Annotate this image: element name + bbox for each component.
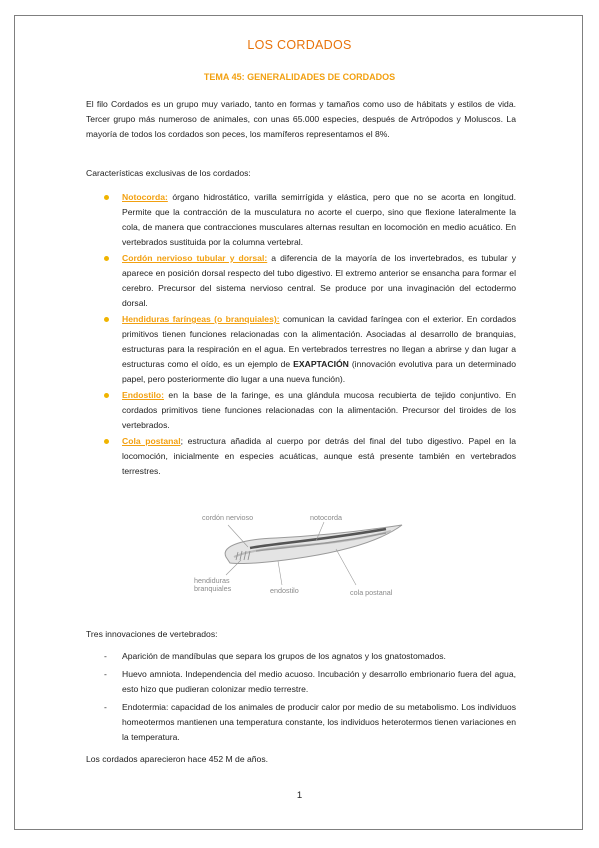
term-label: Notocorda: [122,192,168,202]
page-subtitle: TEMA 45: GENERALIDADES DE CORDADOS [203,72,396,82]
item-text: Endotermia: capacidad de los animales de producir calor por medio de su metabolismo. Los individuos homeotermos mantienen una temperatura constante, los individuos heterotermos tienen variaciones en la temperatura. [122,702,516,742]
term-label: Endostilo: [122,390,165,400]
item-text: a diferencia de la mayoría de los invertebrados, es tubular y aparece en posición dorsal respecto del tubo digestivo. El extremo anterior se ensancha para formar el cerebro. Precursor del sistema nervioso central. Se produce por una invaginación del ectodermo dorsal. [122,253,516,308]
list-item [86,312,516,387]
list-item [86,700,516,745]
item-text: comunican la cavidad faríngea con el exterior. En cordados primitivos tienen funciones relacionadas con la alimentación. Asociadas al desarrollo de branquias, estructuras para la respiración en el agua. En vertebrados terrestres no llegan a abrirse y dan lugar a estructuras como el oído, es un ejemplo de [122,314,517,369]
page-title: LOS CORDADOS [247,38,352,52]
bullet-icon [104,195,109,200]
innovations-list [86,649,516,748]
dash-marker: - [104,702,107,712]
item-text: ; estructura añadida al cuerpo por detrás del final del tubo digestivo. Papel en la locomoción, inicialmente en especies acuáticas, aunque está presente también en vertebrados terrestres. [122,436,516,476]
item-text: en la base de la faringe, es una glándula mucosa recubierta de tejido conjuntivo. En cordados primitivos tiene funciones relacionadas con la alimentación. Precursor del tiroides de los vertebrados. [122,390,516,430]
term-label: Cola postanal [122,436,181,446]
characteristics-heading: Características exclusivas de los cordados: [86,168,251,178]
dash-marker: - [104,669,107,679]
list-item [86,667,516,697]
item-text: órgano hidrostático, varilla semirrígida y elástica, pero que no se acorta en longitud. Permite que la contracción de la musculatura no acorte el cuerpo, sino que flexione lateralmente la cola, de manera que contracciones musculares alternas resultan en locomoción en medio acuático. En vertebrados sustituida por la columna vertebral. [122,192,516,247]
bullet-icon [104,317,109,322]
figure-label-nerve-cord: cordón nervioso [202,513,254,522]
page-number: 1 [296,790,303,801]
intro-paragraph: El filo Cordados es un grupo muy variado, tanto en formas y tamaños como uso de hábitats y estilos de vida. Tercer grupo más numeroso de animales, con unas 65.000 especies, después de Artrópodos y Moluscos. La mayoría de todos los cordados son peces, los mamíferos representamos el 8%. [86,99,516,139]
item-text: (innovación evolutiva para un determinado papel, pero posteriormente dio lugar a una nueva función). [122,359,516,384]
bullet-icon [104,256,109,261]
figure-label-notochord: notocorda [310,513,342,522]
characteristics-list [86,190,516,480]
figure-label-endostyle: endostilo [270,586,299,595]
term-label: Hendiduras faríngeas (o branquiales): [122,314,280,324]
figure-label-tail: cola postanal [350,588,393,597]
list-item [86,388,516,433]
bold-term: EXAPTACIÓN [293,359,349,369]
dash-marker: - [104,651,107,661]
chordate-diagram [186,505,412,615]
figure-label-gill-slits: hendiduras branquiales [194,576,232,593]
closing-paragraph: Los cordados aparecieron hace 452 M de años. [86,754,269,764]
bullet-icon [104,393,109,398]
list-item [86,251,516,311]
list-item [86,649,516,664]
item-text: Huevo amniota. Independencia del medio acuoso. Incubación y desarrollo embrionario fuera del agua, esto hizo que pudieran colonizar medio terrestre. [122,669,516,694]
list-item [86,190,516,250]
list-item [86,434,516,479]
innovations-heading: Tres innovaciones de vertebrados: [86,629,218,639]
term-label: Cordón nervioso tubular y dorsal: [122,253,268,263]
item-text: Aparición de mandíbulas que separa los grupos de los agnatos y los gnatostomados. [122,651,446,661]
bullet-icon [104,439,109,444]
